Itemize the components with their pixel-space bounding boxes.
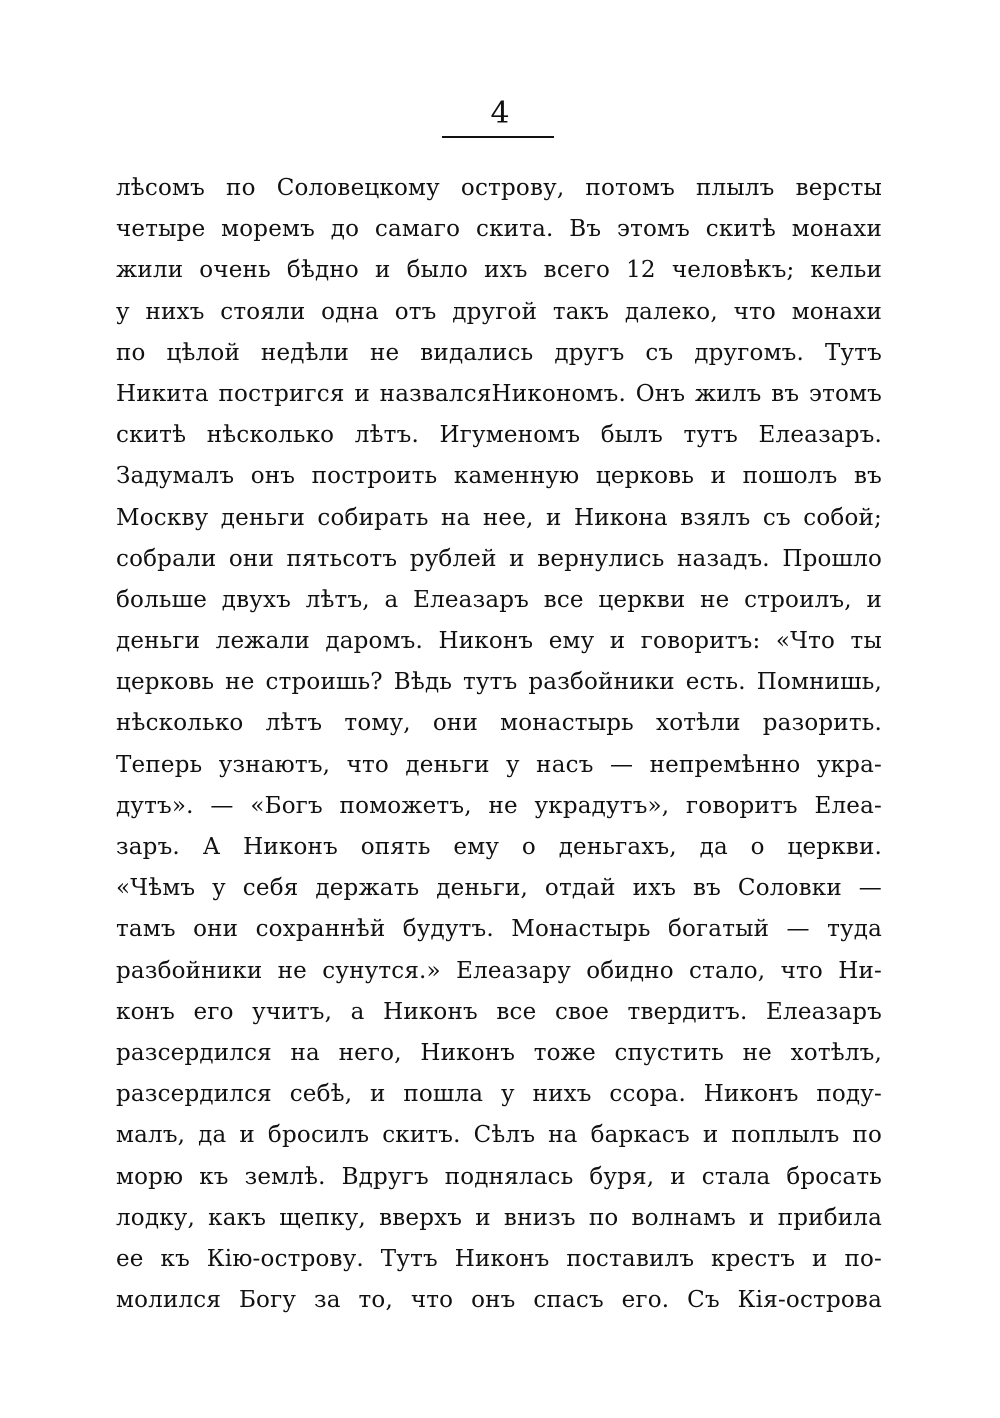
text-line: разсердился себѣ, и пошла у нихъ ссора. Никонъ поду- (116, 1081, 882, 1108)
text-line: «Чѣмъ у себя держать деньги, отдай ихъ въ Соловки — (116, 875, 882, 902)
text-line: у нихъ стояли одна отъ другой такъ далеко, что монахи (116, 298, 882, 325)
text-line: разсердился на него, Никонъ тоже спустить не хотѣлъ, (116, 1039, 882, 1066)
text-line: жили очень бѣдно и было ихъ всего 12 человѣкъ; кельи (116, 257, 882, 284)
text-line: Задумалъ онъ построить каменную церковь и пошолъ въ (116, 463, 882, 490)
text-line: лѣсомъ по Соловецкому острову, потомъ плылъ версты (116, 175, 882, 201)
text-line: четыре моремъ до самаго скита. Въ этомъ скитѣ монахи (116, 216, 882, 243)
text-line: ее къ Кію-острову. Тутъ Никонъ поставилъ крестъ и по- (116, 1245, 882, 1272)
text-line: Теперь узнаютъ, что деньги у насъ — непремѣнно укра- (116, 751, 882, 778)
text-line: по цѣлой недѣли не видались другъ съ другомъ. Тутъ (116, 339, 882, 366)
text-line: конъ его учитъ, а Никонъ все свое твердитъ. Елеазаръ (116, 998, 882, 1025)
text-line: лодку, какъ щепку, вверхъ и внизъ по волнамъ и прибила (116, 1204, 882, 1231)
text-line: молился Богу за то, что онъ спасъ его. Съ Кія-острова (116, 1287, 882, 1314)
text-line: заръ. А Никонъ опять ему о деньгахъ, да о церкви. (116, 834, 882, 860)
text-line: Москву деньги собирать на нее, и Никона взялъ съ собой; (116, 504, 882, 531)
text-line: собрали они пятьсотъ рублей и вернулись назадъ. Прошло (116, 545, 882, 572)
page-number: 4 (490, 96, 510, 131)
text-line: деньги лежали даромъ. Никонъ ему и говоритъ: «Что ты (116, 628, 882, 655)
text-line: разбойники не сунутся.» Елеазару обидно стало, что Ни- (116, 957, 882, 984)
text-line: Никита постригся и назвалсяНикономъ. Онъ жилъ въ этомъ (116, 380, 882, 407)
body-text (116, 168, 882, 1321)
text-line: скитѣ нѣсколько лѣтъ. Игуменомъ былъ тутъ Елеазаръ. (116, 422, 882, 449)
text-line: нѣсколько лѣтъ тому, они монастырь хотѣли разорить. (116, 710, 882, 737)
text-line: церковь не строишь? Вѣдь тутъ разбойники есть. Помнишь, (116, 669, 882, 696)
text-line: малъ, да и бросилъ скитъ. Сѣлъ на баркасъ и поплылъ по (116, 1122, 882, 1149)
text-line: больше двухъ лѣтъ, а Елеазаръ все церкви не строилъ, и (116, 586, 882, 613)
header-rule (442, 136, 554, 138)
text-line: дутъ». — «Богъ поможетъ, не украдутъ», говоритъ Елеа- (116, 792, 882, 819)
text-line: морю къ землѣ. Вдругъ поднялась буря, и стала бросать (116, 1163, 882, 1190)
text-line: тамъ они сохраннѣй будутъ. Монастырь богатый — туда (116, 916, 882, 943)
